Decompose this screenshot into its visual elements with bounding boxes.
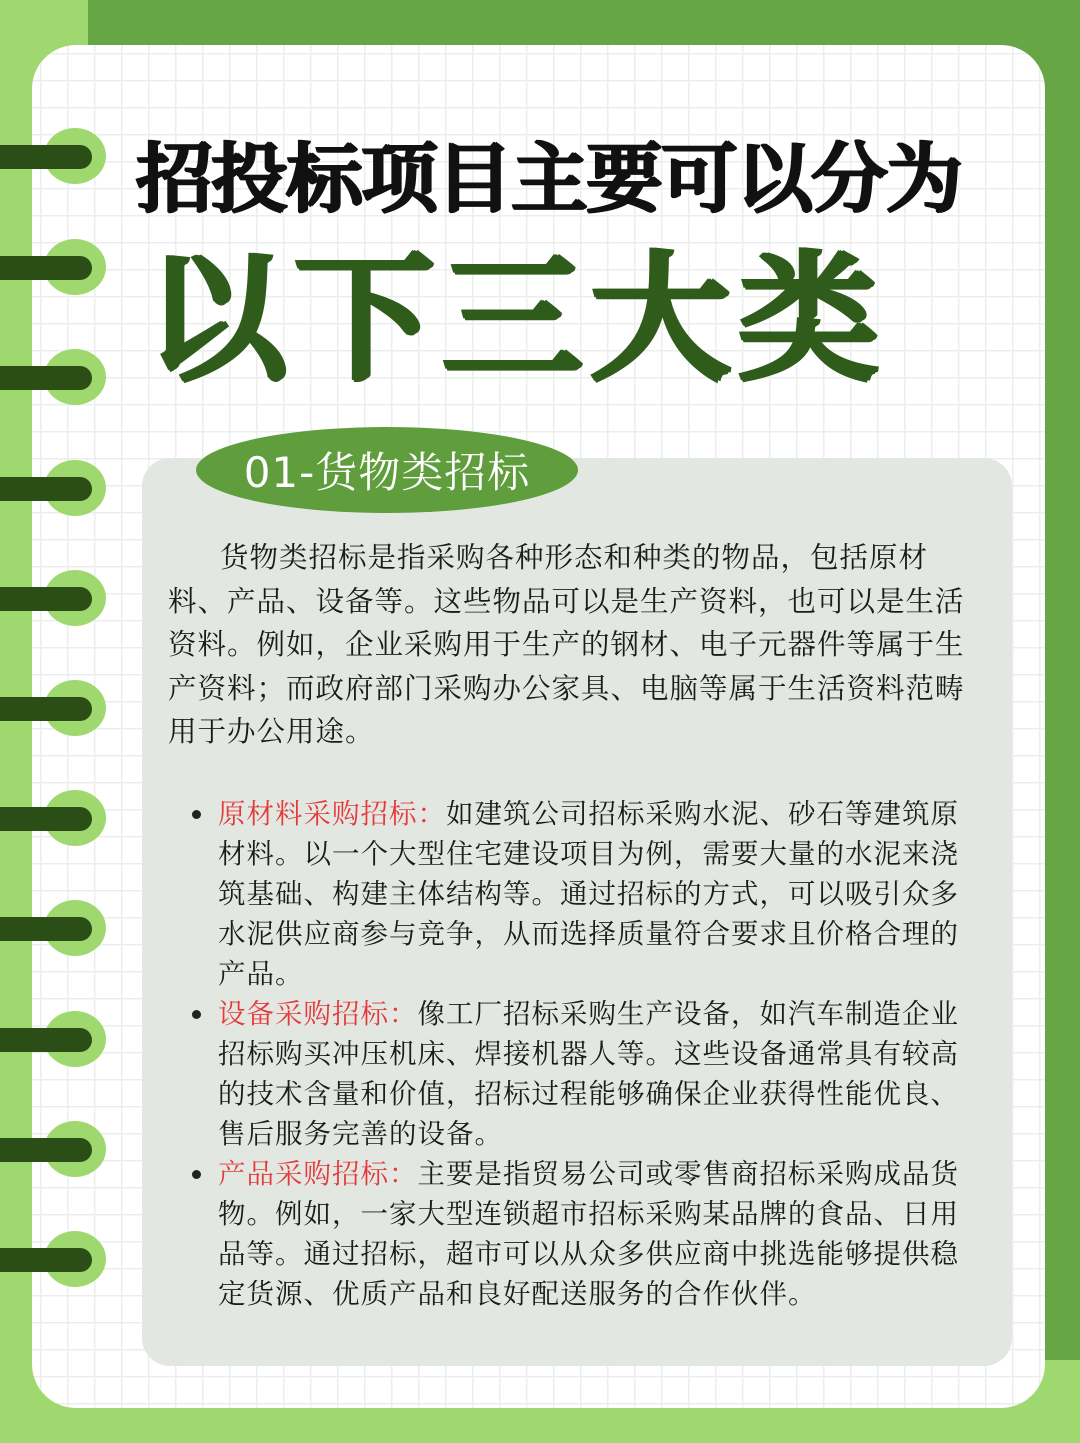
binding-ring (0, 349, 108, 405)
binding-ring (0, 239, 108, 295)
binding-ring (0, 460, 108, 516)
binding-ring (0, 1121, 108, 1177)
binding-ring (0, 1011, 108, 1067)
intro-paragraph: 货物类招标是指采购各种形态和种类的物品，包括原材料、产品、设备等。这些物品可以是生产资料，也可以是生活资料。例如，企业采购用于生产的钢材、电子元器件等属于生产资料；而政府部门采购办公家具、电脑等属于生活资料范畴用于办公用途。 (168, 541, 965, 748)
bullet-label: 产品采购招标： (218, 1158, 418, 1190)
binding-ring (0, 570, 108, 626)
binding-ring (0, 900, 108, 956)
bullet-text: 像工厂招标采购生产设备，如汽车制造企业招标购买冲压机床、焊接机器人等。这些设备通常具有较高的技术含量和价值，招标过程能够确保企业获得性能优良、售后服务完善的设备。 (218, 998, 959, 1150)
bullet-label: 设备采购招标： (218, 998, 418, 1030)
bullet-icon (192, 1010, 201, 1019)
page-subtitle: 以下三大类 (146, 238, 887, 401)
page-title: 招投标项目主要可以分为 (136, 134, 961, 223)
list-item (188, 994, 978, 1154)
section-badge-text: 01-货物类招标 (243, 448, 531, 497)
binding-ring (0, 680, 108, 736)
list-item (188, 1154, 978, 1314)
section-badge (196, 427, 578, 513)
list-item (188, 794, 978, 994)
bullet-icon (192, 810, 201, 819)
bullet-text: 如建筑公司招标采购水泥、砂石等建筑原材料。以一个大型住宅建设项目为例，需要大量的水泥来浇筑基础、构建主体结构等。通过招标的方式，可以吸引众多水泥供应商参与竞争，从而选择质量符合要求且价格合理的产品。 (218, 798, 959, 990)
binding-ring (0, 1231, 108, 1287)
bullet-icon (192, 1170, 201, 1179)
bullet-list (188, 794, 978, 1314)
bullet-label: 原材料采购招标： (218, 798, 446, 830)
binding-ring (0, 790, 108, 846)
bullet-text: 主要是指贸易公司或零售商招标采购成品货物。例如，一家大型连锁超市招标采购某品牌的食品、日用品等。通过招标，超市可以从众多供应商中挑选能够提供稳定货源、优质产品和良好配送服务的合作伙伴。 (218, 1158, 959, 1310)
binding-ring (0, 128, 108, 184)
